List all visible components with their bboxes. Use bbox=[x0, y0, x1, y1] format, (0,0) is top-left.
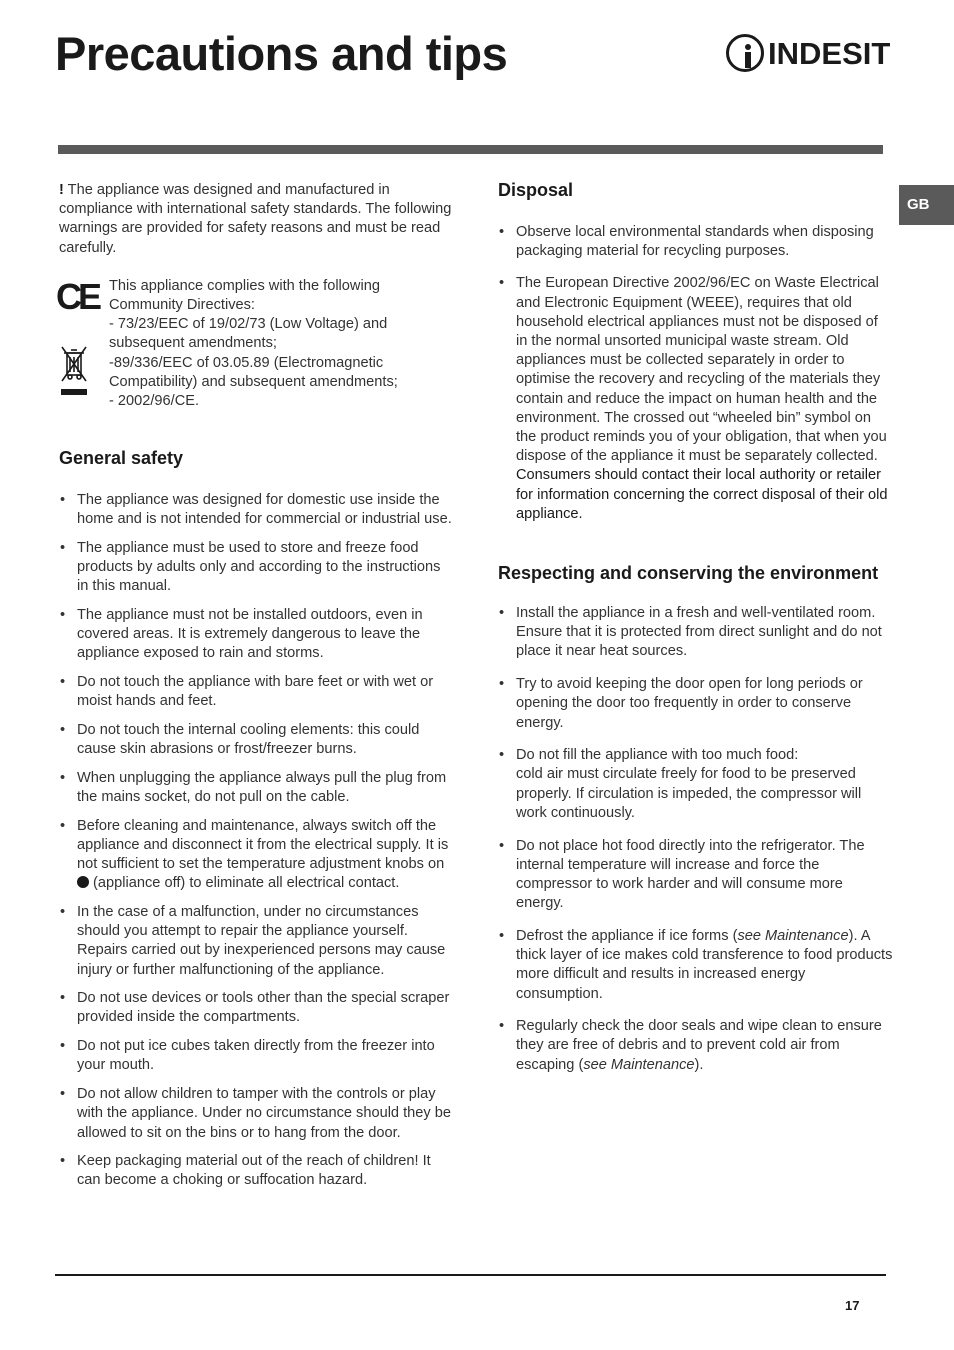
compliance-block bbox=[56, 275, 454, 412]
compliance-line: - 2002/96/CE. bbox=[109, 393, 200, 410]
right-column bbox=[498, 179, 893, 1075]
list-item: • Try to avoid keeping the door open for long periods or opening the door too frequently in order to conserve energy. bbox=[498, 675, 893, 733]
compliance-line: This appliance complies with the following Community Directives: bbox=[109, 277, 380, 314]
list-item: • Before cleaning and maintenance, always switch off the appliance and disconnect it from the electrical supply. It is not sufficient to set the temperature adjustment knobs on (appliance off) to eliminate all electrical contact. bbox=[59, 817, 454, 894]
general-safety-heading: General safety bbox=[59, 447, 184, 468]
list-item: • Install the appliance in a fresh and well-ventilated room. Ensure that it is protected from direct sunlight and do not place it near heat sources. bbox=[498, 604, 893, 662]
intro-warning bbox=[59, 181, 454, 258]
list-item: • Do not touch the appliance with bare feet or with wet or moist hands and feet. bbox=[59, 673, 454, 711]
list-item: • The European Directive 2002/96/EC on Waste Electrical and Electronic Equipment (WEEE), requires that old household electrical appliances must not be disposed of in the normal unsorted municipal waste stream. Old appliances must be collected separately in order to optimise the recovery and recycling of the materials they contain and reduce the impact on human health and the environment. The crossed out “wheeled bin” symbol on the product reminds you of your obligation, that when you dispose of the appliance it must be separately collected. Consumers should contact their local authority or retailer for information concerning the correct disposal of their old appliance. bbox=[498, 274, 893, 524]
logo-i-icon bbox=[726, 34, 764, 72]
ce-mark-icon: CE bbox=[56, 275, 99, 317]
list-item: • Do not allow children to tamper with the controls or play with the appliance. Under no circumstance should they be allowed to sit on the bins or to hang from the door. bbox=[59, 1085, 454, 1143]
header-divider bbox=[58, 145, 883, 154]
environment-heading: Respecting and conserving the environment bbox=[498, 563, 879, 584]
logo-text: INDESIT bbox=[768, 36, 891, 71]
list-item: • Do not place hot food directly into the refrigerator. The internal temperature will increase and force the compressor to work harder and will consume more energy. bbox=[498, 837, 893, 914]
knob-off-dot-icon bbox=[77, 876, 89, 888]
list-item: • Do not touch the internal cooling elements: this could cause skin abrasions or frost/freezer burns. bbox=[59, 721, 454, 759]
list-item: • In the case of a malfunction, under no circumstances should you attempt to repair the appliance yourself. Repairs carried out by inexperienced persons may cause injury or further malfunctioning of the appliance. bbox=[59, 903, 454, 980]
indesit-logo bbox=[726, 34, 891, 78]
compliance-line: - 73/23/EEC of 19/02/73 (Low Voltage) and subsequent amendments; bbox=[109, 316, 388, 352]
warning-mark: ! bbox=[59, 182, 64, 198]
disposal-list bbox=[498, 223, 893, 524]
list-item: • The appliance was designed for domestic use inside the home and is not intended for commercial or industrial use. bbox=[59, 491, 454, 529]
language-tab: GB bbox=[899, 185, 954, 225]
general-safety-list bbox=[59, 491, 454, 1191]
list-item: • Keep packaging material out of the reach of children! It can become a choking or suffocation hazard. bbox=[59, 1152, 454, 1190]
list-item: • Do not put ice cubes taken directly from the freezer into your mouth. bbox=[59, 1037, 454, 1075]
list-item: • Defrost the appliance if ice forms (see Maintenance). A thick layer of ice makes cold transference to food products more difficult and results in increased energy consumption. bbox=[498, 927, 893, 1004]
list-item: • When unplugging the appliance always pull the plug from the mains socket, do not pull on the cable. bbox=[59, 769, 454, 807]
page-number: 17 bbox=[845, 1298, 860, 1313]
environment-list bbox=[498, 604, 893, 1075]
list-item: • Observe local environmental standards when disposing packaging material for recycling purposes. bbox=[498, 223, 893, 261]
list-item: • The appliance must be used to store and freeze food products by adults only and according to the instructions in this manual. bbox=[59, 539, 454, 597]
list-item: • Do not use devices or tools other than the special scraper provided inside the compartments. bbox=[59, 989, 454, 1027]
footer-divider bbox=[55, 1274, 886, 1276]
page-title: Precautions and tips bbox=[55, 27, 508, 80]
compliance-line: -89/336/EEC of 03.05.89 (Electromagnetic Compatibility) and subsequent amendments; bbox=[109, 354, 398, 390]
list-item: • The appliance must not be installed outdoors, even in covered areas. It is extremely dangerous to leave the appliance exposed to rain and storms. bbox=[59, 606, 454, 664]
disposal-heading: Disposal bbox=[498, 180, 574, 200]
left-column bbox=[56, 181, 454, 1191]
crossed-bin-icon bbox=[59, 343, 89, 399]
list-item: • Do not fill the appliance with too much food: cold air must circulate freely for food to be preserved properly. If circulation is impeded, the compressor will work continuously. bbox=[498, 746, 893, 823]
intro-text: The appliance was designed and manufactured in compliance with international safety standards. The following warnings are provided for safety reasons and must be read carefully. bbox=[59, 182, 452, 256]
list-item: • Regularly check the door seals and wipe clean to ensure they are free of debris and to prevent cold air from escaping (see Maintenance). bbox=[498, 1017, 893, 1075]
